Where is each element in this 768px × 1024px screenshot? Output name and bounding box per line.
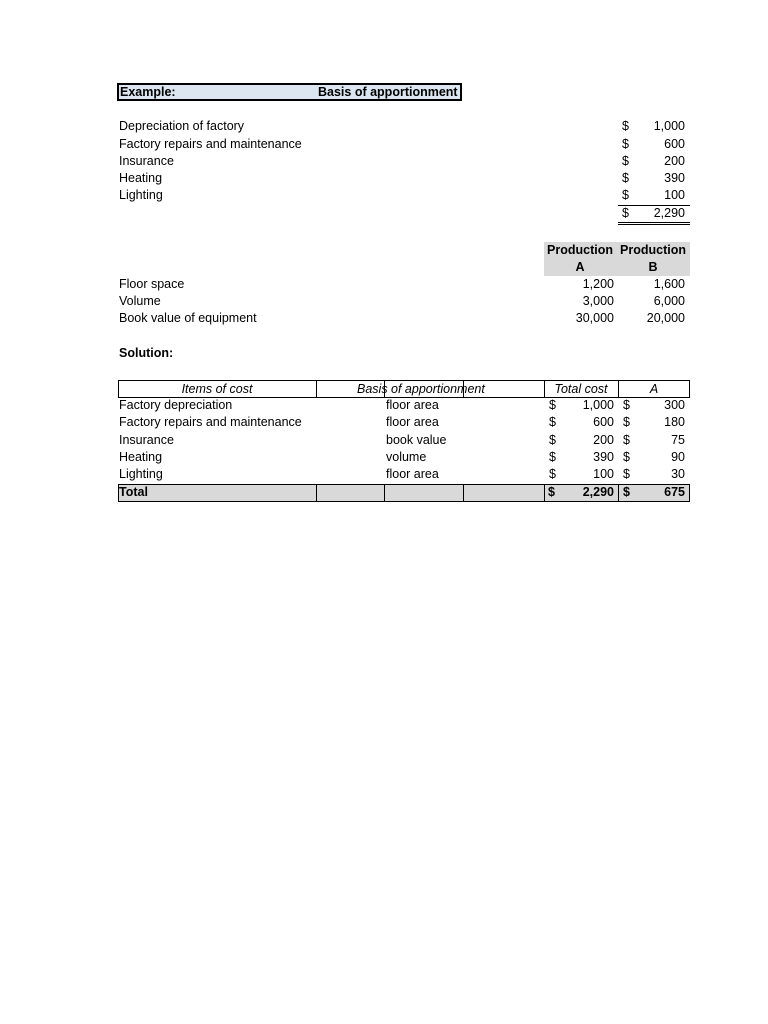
- col-divider: [316, 484, 317, 502]
- production-row-label: Volume: [119, 294, 161, 308]
- example-item-currency: $: [622, 171, 629, 185]
- example-item-currency: $: [622, 137, 629, 151]
- solution-a: 75: [671, 433, 685, 447]
- solution-a: 180: [664, 415, 685, 429]
- example-item-amount: 100: [664, 188, 685, 202]
- solution-currency: $: [623, 433, 630, 447]
- col-divider: [544, 484, 545, 502]
- basis-of-apportionment-heading: Basis of apportionment: [318, 85, 458, 99]
- col-divider: [316, 380, 317, 398]
- example-item-label: Heating: [119, 171, 163, 185]
- solution-currency: $: [549, 398, 556, 412]
- solution-basis: volume: [386, 450, 427, 464]
- col-divider: [384, 484, 385, 502]
- total-cost-value: 2,290: [582, 485, 614, 499]
- solution-item: Insurance: [119, 433, 174, 447]
- production-a-value: 3,000: [582, 294, 614, 308]
- example-label: Example:: [120, 85, 176, 99]
- production-a-value: 1,200: [582, 277, 614, 291]
- production-b-line2: B: [648, 260, 658, 274]
- example-item-amount: 390: [664, 171, 685, 185]
- solution-item: Lighting: [119, 467, 163, 481]
- solution-item: Factory repairs and maintenance: [119, 415, 302, 429]
- solution-currency: $: [549, 433, 556, 447]
- solution-basis: floor area: [386, 467, 439, 481]
- example-item-label: Depreciation of factory: [119, 119, 245, 133]
- header-total-cost: Total cost: [554, 382, 608, 396]
- production-b-value: 6,000: [653, 294, 685, 308]
- production-b-value: 20,000: [646, 311, 685, 325]
- header-basis: Basis of apportionment: [357, 382, 485, 396]
- total-a-value: 675: [664, 485, 685, 499]
- example-item-label: Insurance: [119, 154, 174, 168]
- solution-currency: $: [623, 398, 630, 412]
- production-row-label: Floor space: [119, 277, 185, 291]
- solution-basis: floor area: [386, 398, 439, 412]
- production-a-header: [544, 242, 616, 276]
- solution-total: 200: [593, 433, 614, 447]
- production-a-line2: A: [575, 260, 585, 274]
- example-total-amount: 2,290: [653, 206, 685, 220]
- total-currency: $: [548, 485, 555, 499]
- solution-item: Factory depreciation: [119, 398, 233, 412]
- solution-a: 90: [671, 450, 685, 464]
- solution-basis: book value: [386, 433, 447, 447]
- solution-label: Solution:: [119, 346, 174, 360]
- solution-currency: $: [549, 467, 556, 481]
- solution-total: 1,000: [582, 398, 614, 412]
- solution-a: 30: [671, 467, 685, 481]
- example-item-amount: 1,000: [653, 119, 685, 133]
- solution-currency: $: [623, 467, 630, 481]
- example-item-amount: 200: [664, 154, 685, 168]
- solution-a: 300: [664, 398, 685, 412]
- double-underline-bottom: [618, 224, 690, 225]
- col-divider: [463, 484, 464, 502]
- solution-currency: $: [549, 450, 556, 464]
- col-divider: [618, 484, 619, 502]
- production-b-value: 1,600: [653, 277, 685, 291]
- example-header-box: [117, 83, 462, 101]
- total-currency: $: [623, 485, 630, 499]
- example-item-currency: $: [622, 154, 629, 168]
- solution-currency: $: [623, 450, 630, 464]
- production-a-line1: Production: [547, 243, 613, 257]
- total-label: Total: [119, 485, 148, 499]
- example-item-currency: $: [622, 188, 629, 202]
- example-item-label: Lighting: [119, 188, 163, 202]
- header-items-of-cost: Items of cost: [181, 382, 253, 396]
- example-item-amount: 600: [664, 137, 685, 151]
- solution-total: 100: [593, 467, 614, 481]
- double-underline-top: [618, 222, 690, 223]
- solution-currency: $: [549, 415, 556, 429]
- example-total-currency: $: [622, 206, 629, 220]
- production-row-label: Book value of equipment: [119, 311, 257, 325]
- example-item-label: Factory repairs and maintenance: [119, 137, 302, 151]
- production-a-value: 30,000: [575, 311, 614, 325]
- example-item-currency: $: [622, 119, 629, 133]
- header-a: A: [649, 382, 659, 396]
- solution-currency: $: [623, 415, 630, 429]
- production-b-header: [616, 242, 690, 276]
- solution-basis: floor area: [386, 415, 439, 429]
- solution-total: 600: [593, 415, 614, 429]
- solution-total: 390: [593, 450, 614, 464]
- solution-item: Heating: [119, 450, 163, 464]
- production-b-line1: Production: [620, 243, 686, 257]
